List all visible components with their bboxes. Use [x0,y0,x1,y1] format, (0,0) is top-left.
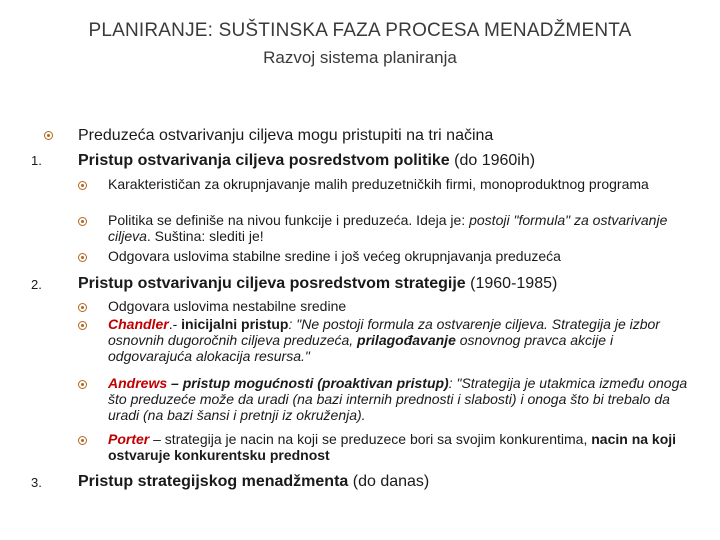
point-andrews [108,375,688,424]
item-number: 3. [31,475,42,490]
point-text-part: . Suština: slediti je! [146,228,264,245]
point-text-italic: : "Ne postoji formula za ostvarenje ciljeva. Strategija je izbor osnovnih dugoročnih ciljeva preduzeća, [108,316,660,349]
ring-bullet-icon [78,303,87,312]
author-name: Porter [108,431,150,447]
point-text-part: Politika se definiše na nivou funkcije i preduzeća. Ideja je: [108,212,470,228]
point-text-part: .- [168,316,182,332]
heading-text: Pristup ostvarivanju ciljeva posredstvom strategije [78,275,466,292]
ring-bullet-icon [78,436,87,445]
item-number: 1. [31,153,42,168]
point-text-part: – [167,375,183,391]
item-heading-menadzment [78,472,698,491]
ring-bullet-icon [78,181,87,190]
point-text-italic: postoji "formula" za ostvarivanje ciljeva [108,212,668,245]
point-porter [108,431,688,463]
intro-text: Preduzeća ostvarivanju ciljeva mogu pristupiti na tri načina [78,127,494,144]
point-text-bold-italic: prilagođavanje [357,332,456,349]
item-heading-politika [78,151,698,170]
ring-bullet-icon [78,253,87,262]
item-heading-strategija [78,274,698,293]
slide-subtitle: Razvoj sistema planiranja [263,48,457,67]
item-number: 2. [31,277,42,292]
point-text-bold-italic: pristup mogućnosti (proaktivan pristup) [182,375,449,391]
point-text-part: – strategija je nacin na koji se preduzece bori sa svojim konkurentima, [149,431,592,447]
heading-period: (do danas) [348,473,430,490]
slide-title: PLANIRANJE: SUŠTINSKA FAZA PROCESA MENADŽMENTA [88,20,632,41]
author-name: Andrews [108,375,168,391]
point-text-bold: inicijalni pristup [181,316,289,332]
ring-bullet-icon [44,131,53,140]
point-text: Odgovara uslovima stabilne sredine i još većeg okrupnjavanja preduzeća [108,248,561,264]
point-formula [108,212,688,244]
heading-period: (do 1960ih) [449,152,536,169]
author-name: Chandler [108,316,169,332]
ring-bullet-icon [78,217,87,226]
point-text: Karakterističan za okrupnjavanje malih preduzetničkih firmi, monoproduktnog programa [108,176,649,192]
point-text: Odgovara uslovima nestabilne sredine [108,298,347,314]
point-text-bold: nacin na koji ostvaruje konkurentsku prednost [108,431,677,464]
ring-bullet-icon [78,321,87,330]
point-text-italic: osnovnog pravca akcije i odgovarajuća alokacija resursa." [108,332,614,365]
ring-bullet-icon [78,380,87,389]
heading-text: Pristup ostvarivanja ciljeva posredstvom politike [78,152,450,169]
point-text-italic: : "Strategija je utakmica između onoga što preduzeće može da uradi (na bazi internih prednosti i slabosti) i onoga što bi trebalo da uradi (na bazi šansi i pretnji iz okruženja). [108,375,688,424]
point-chandler [108,316,688,365]
heading-text: Pristup strategijskog menadžmenta [78,473,349,490]
heading-period: (1960-1985) [465,275,558,292]
